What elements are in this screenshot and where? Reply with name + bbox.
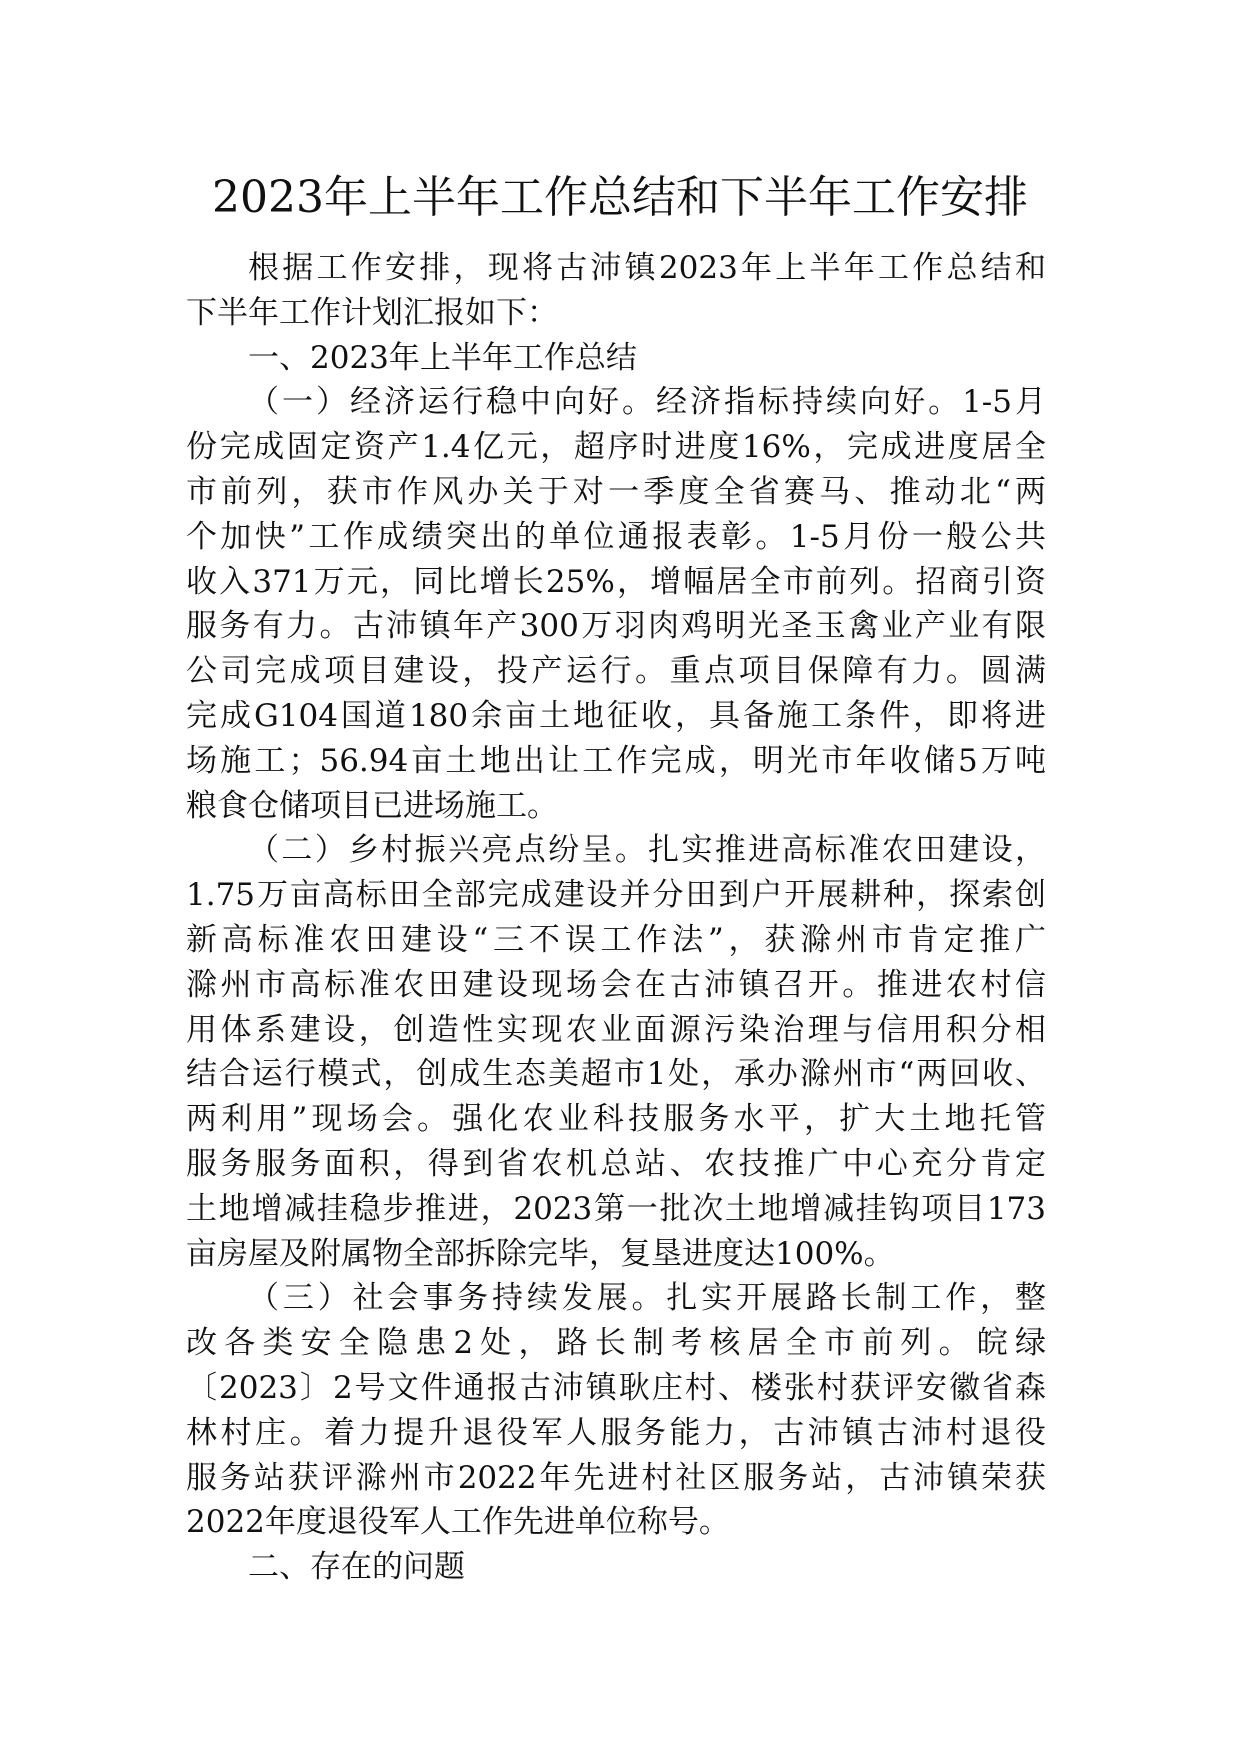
section-heading-1: 一、2023年上半年工作总结 — [248, 339, 637, 376]
text-line: 下半年工作计划汇报如下： — [186, 294, 558, 331]
text-line: 1.75万亩高标田全部完成建设并分田到户开展耕种，探索创 — [186, 877, 1046, 914]
document-title: 2023年上半年工作总结和下半年工作安排 — [212, 172, 1028, 223]
text-line: 场施工；56.94亩土地出让工作完成，明光市年收储5万吨 — [186, 742, 1046, 779]
text-line: 市前列，获市作风办关于对一季度全省赛马、推动北“两 — [186, 473, 1046, 510]
text-line: 2022年度退役军人工作先进单位称号。 — [186, 1504, 730, 1541]
text-line: 服务站获评滁州市2022年先进村社区服务站，古沛镇荣获 — [186, 1459, 1046, 1496]
text-line: 份完成固定资产1.4亿元，超序时进度16%，完成进度居全 — [186, 429, 1046, 466]
text-line: （三）社会事务持续发展。扎实开展路长制工作，整 — [248, 1280, 1046, 1317]
text-line: 收入371万元，同比增长25%，增幅居全市前列。招商引资 — [186, 563, 1046, 600]
text-line: 粮食仓储项目已进场施工。 — [186, 787, 558, 824]
text-line: （一）经济运行稳中向好。经济指标持续向好。1-5月 — [248, 384, 1046, 421]
section-heading-2: 二、存在的问题 — [248, 1549, 465, 1586]
paragraph-social-affairs — [186, 1276, 1046, 1545]
text-line: 完成G104国道180余亩土地征收，具备施工条件，即将进 — [186, 697, 1046, 734]
text-line: 〔2023〕2号文件通报古沛镇耿庄村、楼张村获评安徽省森 — [186, 1369, 1046, 1406]
text-line: 根据工作安排，现将古沛镇2023年上半年工作总结和 — [248, 250, 1046, 286]
text-line: 土地增减挂稳步推进，2023第一批次土地增减挂钩项目173 — [186, 1190, 1046, 1227]
paragraph-rural-revitalization — [186, 828, 1046, 1276]
text-line: 用体系建设，创造性实现农业面源污染治理与信用积分相 — [186, 1011, 1046, 1048]
text-line: 改各类安全隐患2处，路长制考核居全市前列。皖绿 — [186, 1325, 1046, 1362]
text-line: 亩房屋及附属物全部拆除完毕，复垦进度达100%。 — [186, 1235, 895, 1272]
paragraph-economy — [186, 380, 1046, 828]
document-body — [186, 246, 1046, 1590]
text-line: 公司完成项目建设，投产运行。重点项目保障有力。圆满 — [186, 653, 1046, 690]
intro-paragraph — [186, 246, 1046, 336]
text-line: 服务服务面积，得到省农机总站、农技推广中心充分肯定 — [186, 1145, 1046, 1182]
text-line: （二）乡村振兴亮点纷呈。扎实推进高标准农田建设， — [248, 832, 1046, 869]
text-line: 新高标准农田建设“三不误工作法”，获滁州市肯定推广 — [186, 921, 1046, 958]
text-line: 滁州市高标准农田建设现场会在古沛镇召开。推进农村信 — [186, 966, 1046, 1003]
text-line: 服务有力。古沛镇年产300万羽肉鸡明光圣玉禽业产业有限 — [186, 608, 1046, 645]
text-line: 林村庄。着力提升退役军人服务能力，古沛镇古沛村退役 — [186, 1414, 1046, 1451]
text-line: 结合运行模式，创成生态美超市1处，承办滁州市“两回收、 — [186, 1056, 1046, 1093]
text-line: 两利用”现场会。强化农业科技服务水平，扩大土地托管 — [186, 1101, 1046, 1138]
text-line: 个加快”工作成绩突出的单位通报表彰。1-5月份一般公共 — [186, 518, 1046, 555]
